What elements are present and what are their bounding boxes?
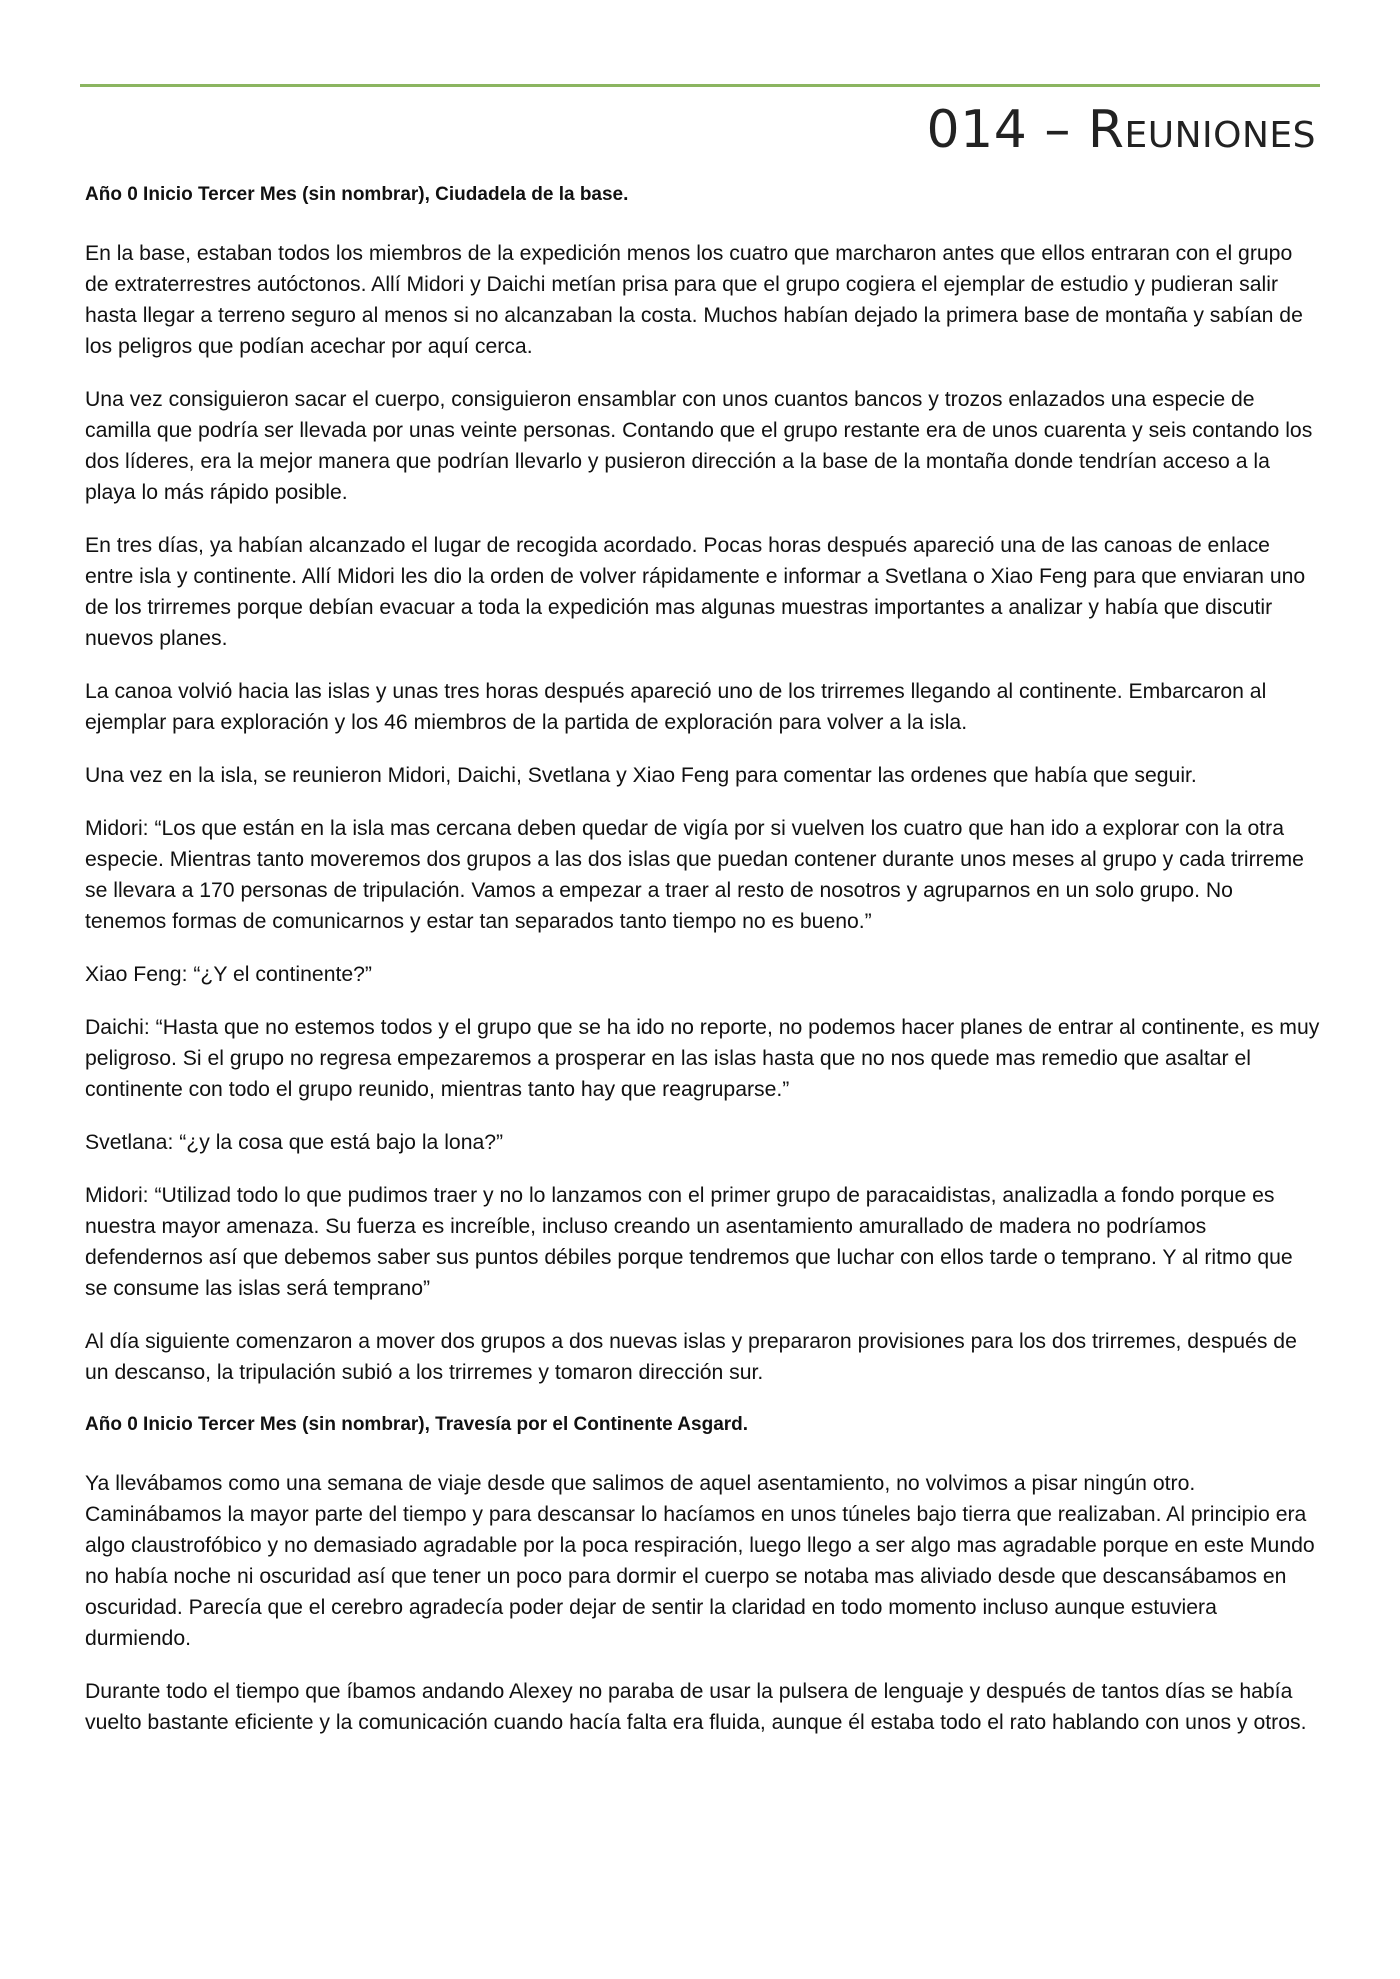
dialogue-paragraph: Daichi: “Hasta que no estemos todos y el grupo que se ha ido no reporte, no podemos hacer planes de entrar al continente, es muy peligroso. Si el grupo no regresa empezaremos a prosperar en las islas hasta que no nos quede mas remedio que asaltar el continente con todo el grupo reunido, mientras tanto hay que reagruparse.” — [85, 1016, 1320, 1101]
paragraph: En tres días, ya habían alcanzado el lugar de recogida acordado. Pocas horas después apareció una de las canoas de enlace entre isla y continente. Allí Midori les dio la orden de volver rápidamente e informar a Svetlana o Xiao Feng para que enviaran uno de los trirremes porque debían evacuar a toda la expedición mas algunas muestras importantes a analizar y había que discutir nuevos planes. — [85, 534, 1306, 650]
header-rule — [80, 84, 1320, 87]
document-body — [85, 180, 1320, 1760]
chapter-title: 014 – Reuniones — [926, 100, 1316, 160]
paragraph: La canoa volvió hacia las islas y unas tres horas después apareció uno de los trirremes llegando al continente. Embarcaron al ejemplar para exploración y los 46 miembros de la partida de exploración para volver a la isla. — [85, 680, 1267, 734]
paragraph: Al día siguiente comenzaron a mover dos grupos a dos nuevas islas y prepararon provisiones para los dos trirremes, después de un descanso, la tripulación subió a los trirremes y tomaron dirección sur. — [85, 1330, 1297, 1384]
paragraph: Una vez en la isla, se reunieron Midori, Daichi, Svetlana y Xiao Feng para comentar las ordenes que había que seguir. — [85, 764, 1197, 787]
dialogue-paragraph: Svetlana: “¿y la cosa que está bajo la lona?” — [85, 1131, 504, 1154]
paragraph: En la base, estaban todos los miembros de la expedición menos los cuatro que marcharon antes que ellos entraran con el grupo de extraterrestres autóctonos. Allí Midori y Daichi metían prisa para que el grupo cogiera el ejemplar de estudio y pudieran salir hasta llegar a terreno seguro al menos si no alcanzaban la costa. Muchos habían dejado la primera base de montaña y sabían de los peligros que podían acechar por aquí cerca. — [85, 242, 1303, 358]
paragraph: Durante todo el tiempo que íbamos andando Alexey no paraba de usar la pulsera de lenguaje y después de tantos días se había vuelto bastante eficiente y la comunicación cuando hacía falta era fluida, aunque él estaba todo el rato hablando con unos y otros. — [85, 1680, 1307, 1734]
section-heading: Año 0 Inicio Tercer Mes (sin nombrar), Travesía por el Continente Asgard. — [85, 1414, 749, 1435]
dialogue-paragraph: Midori: “Utilizad todo lo que pudimos traer y no lo lanzamos con el primer grupo de paracaidistas, analizadla a fondo porque es nuestra mayor amenaza. Su fuerza es increíble, incluso creando un asentamiento amurallado de madera no podríamos defendernos así que debemos saber sus puntos débiles porque tendremos que luchar con ellos tarde o temprano. Y al ritmo que se consume las islas será temprano” — [85, 1184, 1293, 1300]
dialogue-paragraph: Xiao Feng: “¿Y el continente?” — [85, 963, 372, 986]
paragraph: Una vez consiguieron sacar el cuerpo, consiguieron ensamblar con unos cuantos bancos y trozos enlazados una especie de camilla que podría ser llevada por unas veinte personas. Contando que el grupo restante era de unos cuarenta y seis contando los dos líderes, era la mejor manera que podrían llevarlo y pusieron dirección a la base de la montaña donde tendrían acceso a la playa lo más rápido posible. — [85, 388, 1313, 504]
section-heading: Año 0 Inicio Tercer Mes (sin nombrar), Ciudadela de la base. — [85, 184, 629, 205]
paragraph: Ya llevábamos como una semana de viaje desde que salimos de aquel asentamiento, no volvimos a pisar ningún otro. Caminábamos la mayor parte del tiempo y para descansar lo hacíamos en unos túneles bajo tierra que realizaban. Al principio era algo claustrofóbico y no demasiado agradable por la poca respiración, luego llego a ser algo mas agradable porque en este Mundo no había noche ni oscuridad así que tener un poco para dormir el cuerpo se notaba mas aliviado desde que descansábamos en oscuridad. Parecía que el cerebro agradecía poder dejar de sentir la claridad en todo momento incluso aunque estuviera durmiendo. — [85, 1472, 1315, 1650]
dialogue-paragraph: Midori: “Los que están en la isla mas cercana deben quedar de vigía por si vuelven los cuatro que han ido a explorar con la otra especie. Mientras tanto moveremos dos grupos a las dos islas que puedan contener durante unos meses al grupo y cada trirreme se llevara a 170 personas de tripulación. Vamos a empezar a traer al resto de nosotros y agruparnos en un solo grupo. No tenemos formas de comunicarnos y estar tan separados tanto tiempo no es bueno.” — [85, 817, 1304, 933]
